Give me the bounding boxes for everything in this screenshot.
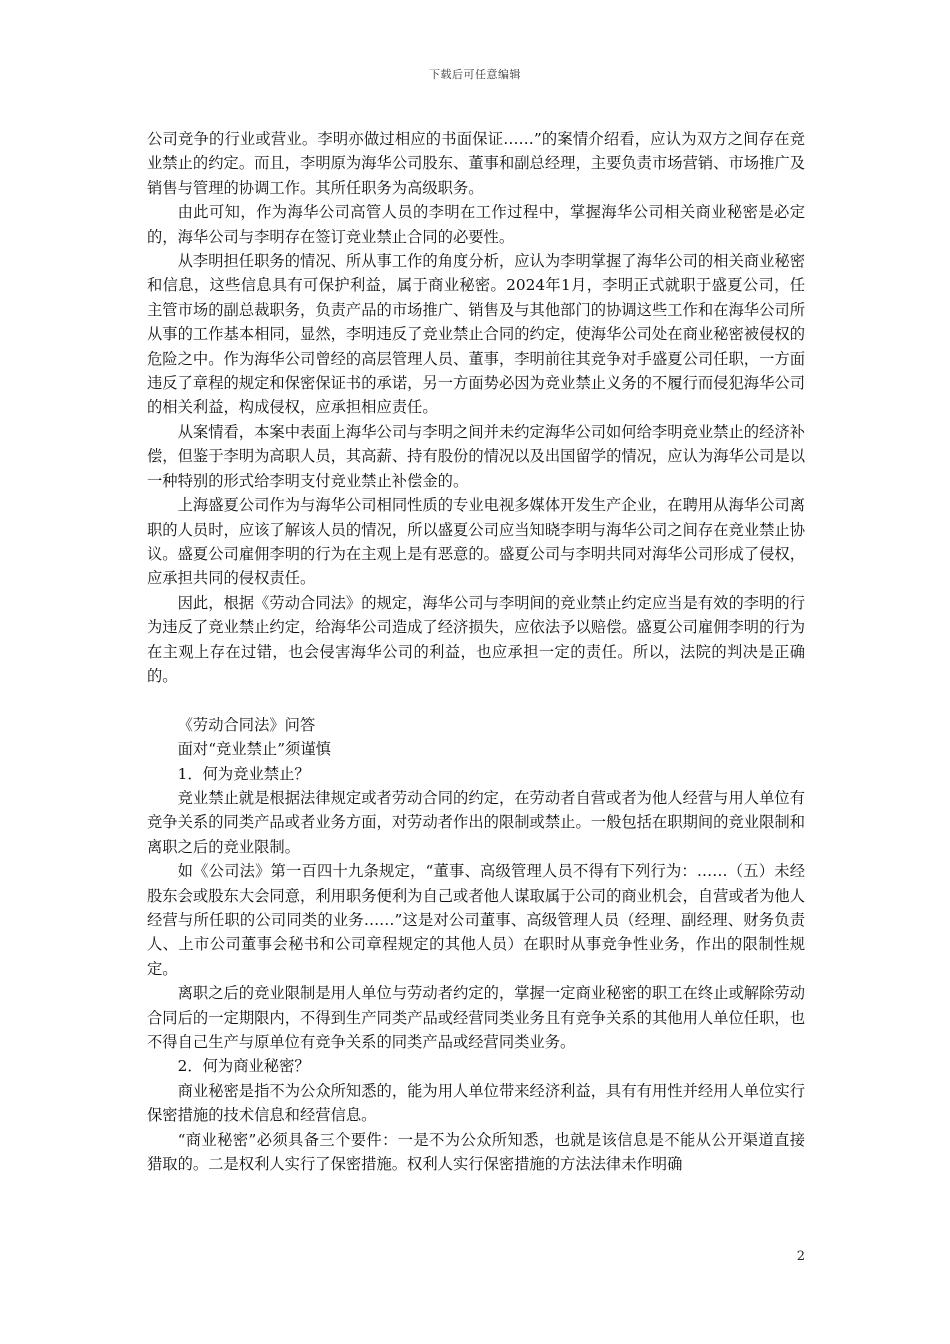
paragraph: 由此可知，作为海华公司高管人员的李明在工作过程中，掌握海华公司相关商业秘密是必定的，海华公司与李明存在签订竞业禁止合同的必要性。 [147, 203, 805, 246]
paragraph: 从李明担任职务的情况、所从事工作的角度分析，应认为李明掌握了海华公司的相关商业秘密和信息，这些信息具有可保护利益，属于商业秘密。2024年1月，李明正式就职于盛夏公司，任主管市场的副总裁职务，负责产品的市场推广、销售及与其他部门的协调这些工作和在海华公司所从事的工作基本相同，显然，李明违反了竞业禁止合同的约定，使海华公司处在商业秘密被侵权的危险之中。作为海华公司曾经的高层管理人员、董事，李明前往其竞争对手盛夏公司任职，一方面违反了章程的规定和保密保证书的承诺，另一方面势必因为竞业禁止义务的不履行而侵犯海华公司的相关利益，构成侵权，应承担相应责任。 [147, 252, 805, 417]
paragraph: 商业秘密是指不为公众所知悉的，能为用人单位带来经济利益，具有有用性并经用人单位实行保密措施的技术信息和经营信息。 [147, 1081, 805, 1125]
paragraph: 离职之后的竞业限制是用人单位与劳动者约定的，掌握一定商业秘密的职工在终止或解除劳动合同后的一定期限内，不得到生产同类产品或经营同类业务且有竞争关系的其他用人单位任职，也不得自己生产与原单位有竞争关系的同类产品或经营同类业务。 [147, 984, 805, 1052]
paragraph: 上海盛夏公司作为与海华公司相同性质的专业电视多媒体开发生产企业，在聘用从海华公司离职的人员时，应该了解该人员的情况，所以盛夏公司应当知晓李明与海华公司之间存在竞业禁止协议。盛夏公司雇佣李明的行为在主观上是有恶意的。盛夏公司与李明共同对海华公司形成了侵权，应承担共同的侵权责任。 [147, 496, 805, 588]
document-body [147, 127, 805, 1176]
paragraph-continuation: 公司竞争的行业或营业。李明亦做过相应的书面保证……”的案情介绍看，应认为双方之间存在竞业禁止的约定。而且，李明原为海华公司股东、董事和副总经理，主要负责市场营销、市场推广及销售与管理的协调工作。其所任职务为高级职务。 [147, 130, 805, 197]
paragraph: 竞业禁止就是根据法律规定或者劳动合同的约定，在劳动者自营或者为他人经营与用人单位有竞争关系的同类产品或者业务方面，对劳动者作出的限制或禁止。一般包括在职期间的竞业限制和离职之后的竞业限制。 [147, 788, 805, 856]
section-subtitle: 面对“竞业禁止”须谨慎 [177, 740, 331, 759]
page-header: 下载后可任意编辑 [429, 68, 521, 81]
paragraph: “商业秘密”必须具备三个要件：一是不为公众所知悉，也就是该信息是不能从公开渠道直接猎取的。二是权利人实行了保密措施。权利人实行保密措施的方法法律未作明确 [147, 1130, 805, 1174]
paragraph: 如《公司法》第一百四十九条规定，“董事、高级管理人员不得有下列行为：……（五）未经股东会或股东大会同意，利用职务便利为自己或者他人谋取属于公司的商业机会，自营或者为他人经营与所任职的公司同类的业务……”这是对公司董事、高级管理人员（经理、副经理、财务负责人、上市公司董事会秘书和公司章程规定的其他人员）在职时从事竞争性业务，作出的限制性规定。 [147, 862, 805, 978]
page-number: 2 [796, 1249, 805, 1264]
question-heading: 1．何为竞业禁止？ [177, 764, 310, 783]
question-heading: 2．何为商业秘密？ [177, 1057, 310, 1076]
blank-line [147, 688, 805, 712]
section-title: 《劳动合同法》问答 [177, 715, 316, 734]
paragraph: 从案情看，本案中表面上海华公司与李明之间并未约定海华公司如何给李明竞业禁止的经济补偿，但鉴于李明为高职人员，其高薪、持有股份的情况以及出国留学的情况，应认为海华公司是以一种特别的形式给李明支付竞业禁止补偿金的。 [147, 422, 805, 490]
paragraph: 因此，根据《劳动合同法》的规定，海华公司与李明间的竞业禁止约定应当是有效的李明的行为违反了竞业禁止约定，给海华公司造成了经济损失，应依法予以赔偿。盛夏公司雇佣李明的行为在主观上存在过错，也会侵害海华公司的利益，也应承担一定的责任。所以，法院的判决是正确的。 [147, 593, 805, 685]
